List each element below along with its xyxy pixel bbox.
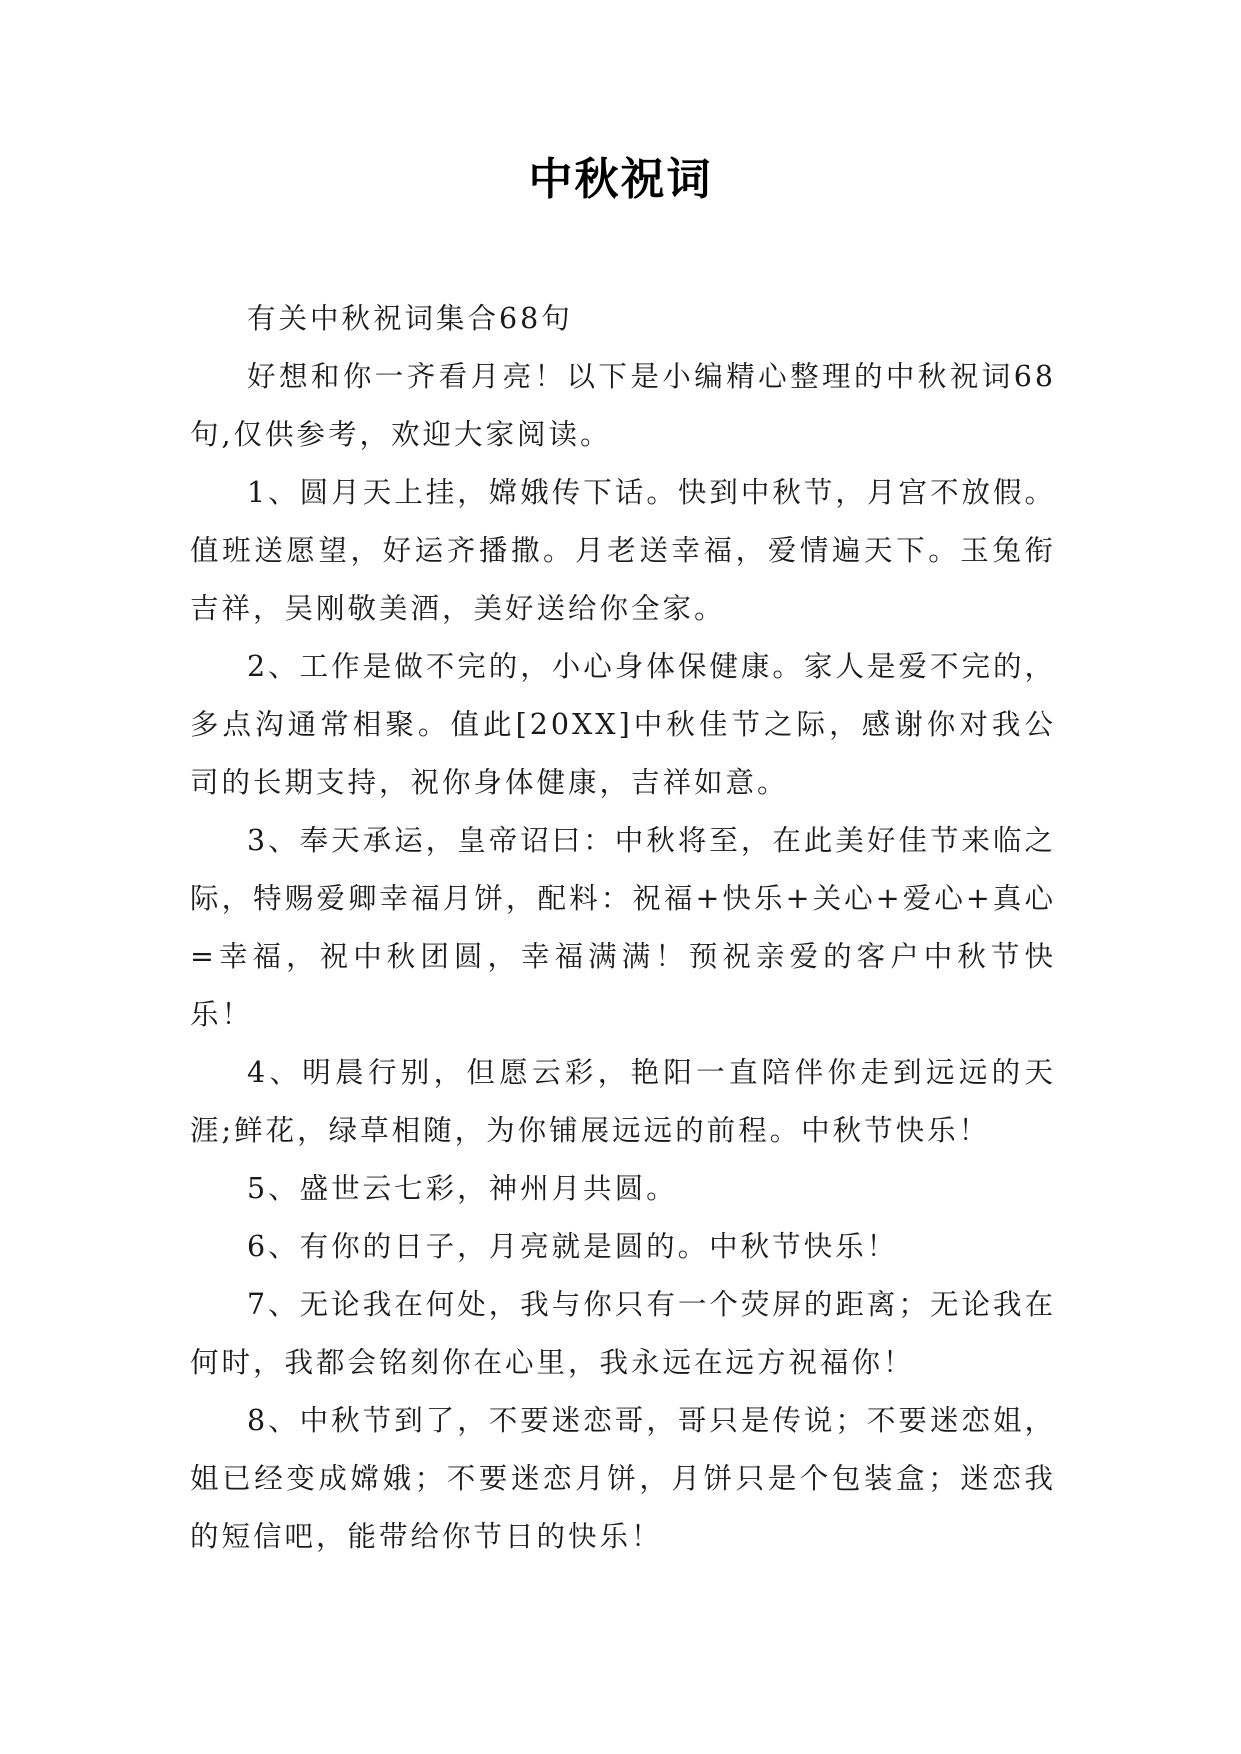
document-body [190, 290, 1056, 1566]
paragraph-item-1: 1、圆月天上挂，嫦娥传下话。快到中秋节，月宫不放假。值班送愿望，好运齐播撒。月老送幸福，爱情遍天下。玉兔衔吉祥，吴刚敬美酒，美好送给你全家。 [190, 476, 1056, 625]
paragraph-item-7: 7、无论我在何处，我与你只有一个荧屏的距离；无论我在何时，我都会铭刻你在心里，我永远在远方祝福你！ [190, 1288, 1056, 1379]
paragraph-item-6: 6、有你的日子，月亮就是圆的。中秋节快乐！ [247, 1230, 899, 1263]
paragraph-item-8: 8、中秋节到了，不要迷恋哥，哥只是传说；不要迷恋姐，姐已经变成嫦娥；不要迷恋月饼，月饼只是个包装盒；迷恋我的短信吧，能带给你节日的快乐！ [190, 1404, 1056, 1553]
paragraph-item-3: 3、奉天承运，皇帝诏曰：中秋将至，在此美好佳节来临之际，特赐爱卿幸福月饼，配料：祝福+快乐+关心+爱心+真心=幸福，祝中秋团圆，幸福满满！预祝亲爱的客户中秋节快乐！ [190, 824, 1056, 1031]
document-title: 中秋祝词 [528, 154, 713, 205]
paragraph-item-2: 2、工作是做不完的，小心身体保健康。家人是爱不完的，多点沟通常相聚。值此[20XX]中秋佳节之际，感谢你对我公司的长期支持，祝你身体健康，吉祥如意。 [190, 650, 1056, 799]
paragraph-item-4: 4、明晨行别，但愿云彩，艳阳一直陪伴你走到远远的天涯;鲜花，绿草相随，为你铺展远远的前程。中秋节快乐！ [190, 1056, 1056, 1147]
paragraph-intro: 好想和你一齐看月亮！以下是小编精心整理的中秋祝词68句,仅供参考，欢迎大家阅读。 [190, 360, 1056, 451]
paragraph-intro-heading: 有关中秋祝词集合68句 [247, 302, 573, 335]
paragraph-item-5: 5、盛世云七彩，神州月共圆。 [247, 1172, 678, 1205]
